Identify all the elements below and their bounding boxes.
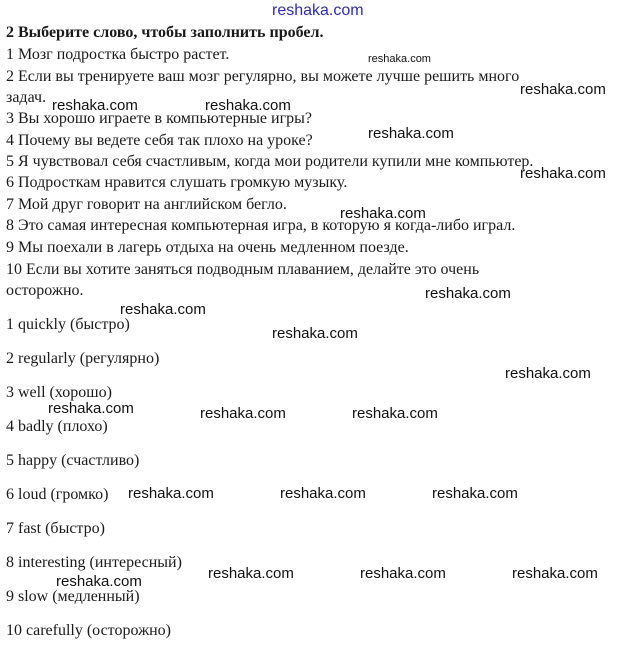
sentence-line: 2 Если вы тренируете ваш мозг регулярно, вы можете лучше решить много [6,68,520,85]
answer-line: 2 regularly (регулярно) [6,350,160,367]
sentence-line: 5 Я чувствовал себя счастливым, когда мои родители купили мне компьютер. [6,153,534,170]
answer-line: 10 carefully (осторожно) [6,622,172,639]
watermark-top: reshaka.com [272,2,364,19]
watermark: reshaka.com [512,565,598,582]
answer-line: 6 loud (громко) [6,486,109,503]
watermark: reshaka.com [120,301,206,318]
watermark: reshaka.com [200,405,286,422]
watermark: reshaka.com [205,97,291,114]
answer-line: 8 interesting (интересный) [6,554,182,571]
watermark: reshaka.com [280,485,366,502]
answer-line: 9 slow (медленный) [6,588,140,605]
watermark: reshaka.com [56,573,142,590]
sentence-line: 6 Подросткам нравится слушать громкую музыку. [6,174,348,191]
answer-line: 4 badly (плохо) [6,418,108,435]
sentence-line: 9 Мы поехали в лагерь отдыха на очень медленном поезде. [6,239,409,256]
watermark: reshaka.com [360,565,446,582]
answer-line: 1 quickly (быстро) [6,316,130,333]
watermark: reshaka.com [425,285,511,302]
sentence-line: 1 Мозг подростка быстро растет. [6,46,230,63]
watermark: reshaka.com [340,205,426,222]
watermark: reshaka.com [208,565,294,582]
sentence-line: задач. [6,89,47,106]
watermark: reshaka.com [48,400,134,417]
sentence-line: 4 Почему вы ведете себя так плохо на уроке? [6,132,313,149]
watermark: reshaka.com [520,81,606,98]
watermark: reshaka.com [505,365,591,382]
answer-line: 3 well (хорошо) [6,384,112,401]
watermark: reshaka.com [128,485,214,502]
sentence-line: 3 Вы хорошо играете в компьютерные игры? [6,110,312,127]
sentence-line: 8 Это самая интересная компьютерная игра, в которую я когда-либо играл. [6,217,516,234]
watermark: reshaka.com [352,405,438,422]
watermark: reshaka.com [52,97,138,114]
exercise-title: 2 Выберите слово, чтобы заполнить пробел. [6,24,324,41]
watermark: reshaka.com [272,325,358,342]
sentence-line: 7 Мой друг говорит на английском бегло. [6,196,287,213]
answer-line: 7 fast (быстро) [6,520,105,537]
sentence-line: осторожно. [6,282,84,299]
answer-line: 5 happy (счастливо) [6,452,140,469]
watermark: reshaka.com [368,125,454,142]
sentence-line: 10 Если вы хотите заняться подводным плаванием, делайте это очень [6,261,480,278]
watermark: reshaka.com [368,53,431,65]
watermark: reshaka.com [432,485,518,502]
watermark: reshaka.com [520,165,606,182]
